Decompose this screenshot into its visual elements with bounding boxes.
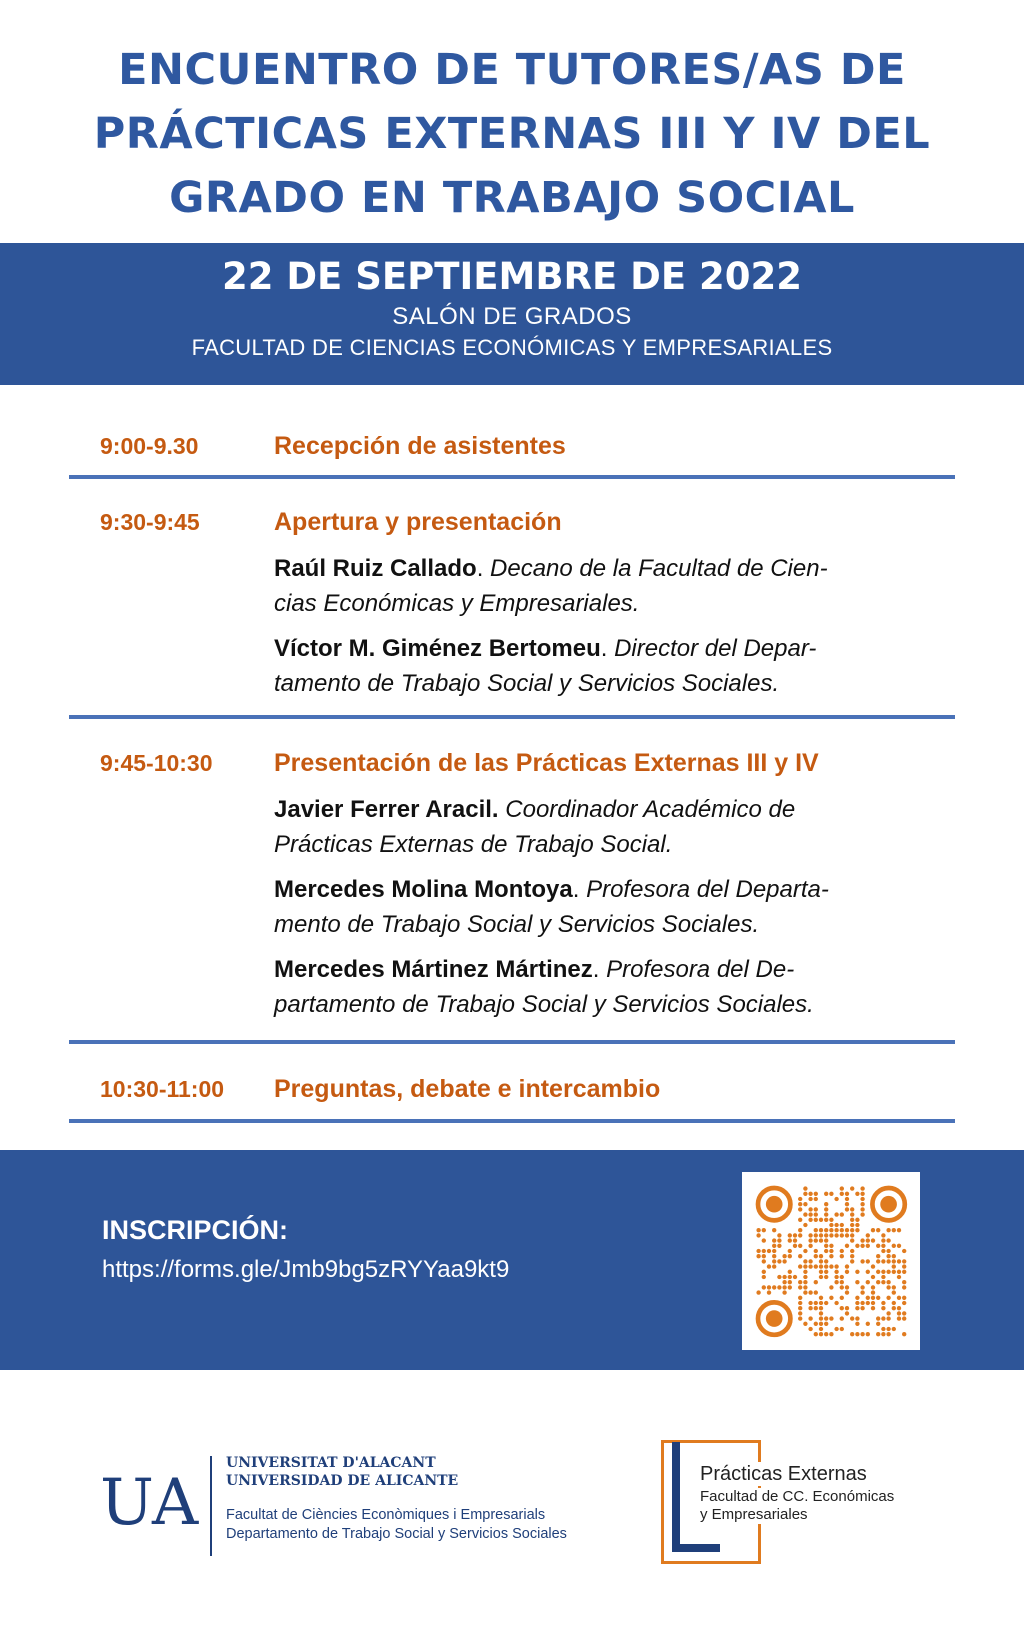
speaker-role: Coordinador Académico de bbox=[498, 796, 796, 823]
logo-l-mark-base bbox=[672, 1544, 720, 1552]
program-time: 9:00-9.30 bbox=[100, 433, 199, 459]
program-heading: Preguntas, debate e intercambio bbox=[274, 1075, 661, 1103]
speaker-sep: . bbox=[592, 956, 600, 983]
ua-university-names bbox=[226, 1454, 458, 1490]
program-heading: Apertura y presentación bbox=[274, 508, 562, 536]
speaker-role: Profesora del De- bbox=[599, 956, 795, 983]
event-date: 22 DE SEPTIEMBRE DE 2022 bbox=[221, 255, 803, 298]
registration-link[interactable]: https://forms.gle/Jmb9bg5zRYYaa9kt9 bbox=[102, 1256, 510, 1283]
ua-name-spanish: UNIVERSIDAD DE ALICANTE bbox=[226, 1473, 459, 1489]
ua-faculty-names bbox=[226, 1506, 567, 1544]
speaker bbox=[274, 872, 914, 942]
program-time: 10:30-11:00 bbox=[100, 1076, 225, 1102]
program-time: 9:30-9:45 bbox=[100, 509, 200, 535]
speaker-role-cont: tamento de Trabajo Social y Servicios Sociales. bbox=[274, 670, 780, 697]
divider bbox=[69, 715, 955, 719]
qr-code-graphic bbox=[742, 1172, 920, 1350]
pe-subtitle bbox=[700, 1488, 894, 1524]
divider bbox=[69, 1040, 955, 1044]
logo-divider bbox=[210, 1456, 212, 1556]
speaker-name: Mercedes Mártinez Mártinez bbox=[274, 956, 593, 983]
speaker-role: Decano de la Facultad de Cien- bbox=[483, 555, 828, 582]
ua-logo bbox=[100, 1452, 570, 1572]
speaker-sep: . bbox=[600, 635, 608, 662]
speaker-name: Mercedes Molina Montoya bbox=[274, 876, 573, 903]
speaker bbox=[274, 631, 914, 701]
speaker bbox=[274, 551, 914, 621]
speaker bbox=[274, 792, 914, 862]
speaker-list bbox=[274, 551, 914, 711]
title-line-1: ENCUENTRO DE TUTORES/AS DE bbox=[118, 45, 906, 95]
speaker-name: Javier Ferrer Aracil. bbox=[274, 796, 499, 823]
ua-name-valencian: UNIVERSITAT D'ALACANT bbox=[226, 1455, 436, 1471]
pe-title: Prácticas Externas bbox=[700, 1463, 867, 1485]
ua-monogram: UA bbox=[100, 1466, 199, 1540]
pe-subtitle-1: Facultad de CC. Económicas bbox=[700, 1488, 895, 1505]
page-title bbox=[0, 38, 1024, 230]
divider bbox=[69, 1119, 955, 1123]
program-time: 9:45-10:30 bbox=[100, 750, 213, 776]
event-venue: SALÓN DE GRADOS bbox=[392, 303, 632, 330]
registration-band bbox=[0, 1150, 1024, 1370]
event-faculty: FACULTAD DE CIENCIAS ECONÓMICAS Y EMPRESARIALES bbox=[191, 335, 833, 360]
event-info-band bbox=[0, 243, 1024, 385]
speaker-name: Víctor M. Giménez Bertomeu bbox=[274, 635, 601, 662]
program-heading: Presentación de las Prácticas Externas III y IV bbox=[274, 749, 819, 777]
logo-l-mark bbox=[672, 1442, 680, 1552]
speaker-role-cont: partamento de Trabajo Social y Servicios Sociales. bbox=[274, 991, 814, 1018]
practicas-externas-logo bbox=[660, 1438, 960, 1568]
title-line-2: PRÁCTICAS EXTERNAS III Y IV DEL bbox=[93, 109, 931, 159]
speaker-list bbox=[274, 792, 914, 1032]
registration-label: INSCRIPCIÓN: bbox=[102, 1215, 289, 1245]
qr-code[interactable] bbox=[742, 1172, 920, 1350]
program-heading: Recepción de asistentes bbox=[274, 432, 566, 460]
speaker-role: Profesora del Departa- bbox=[579, 876, 829, 903]
speaker-sep: . bbox=[572, 876, 580, 903]
pe-subtitle-2: y Empresariales bbox=[700, 1506, 808, 1523]
speaker-sep: . bbox=[476, 555, 484, 582]
speaker-role-cont: mento de Trabajo Social y Servicios Sociales. bbox=[274, 911, 760, 938]
speaker-name: Raúl Ruiz Callado bbox=[274, 555, 477, 582]
title-line-3: GRADO EN TRABAJO SOCIAL bbox=[169, 173, 855, 223]
ua-faculty: Facultat de Ciències Econòmiques i Empresarials bbox=[226, 1507, 546, 1523]
speaker-role: Director del Depar- bbox=[607, 635, 817, 662]
speaker-role-cont: Prácticas Externas de Trabajo Social. bbox=[274, 831, 673, 858]
divider bbox=[69, 475, 955, 479]
speaker bbox=[274, 952, 914, 1022]
ua-department: Departamento de Trabajo Social y Servicios Sociales bbox=[226, 1526, 567, 1542]
speaker-role-cont: cias Económicas y Empresariales. bbox=[274, 590, 640, 617]
